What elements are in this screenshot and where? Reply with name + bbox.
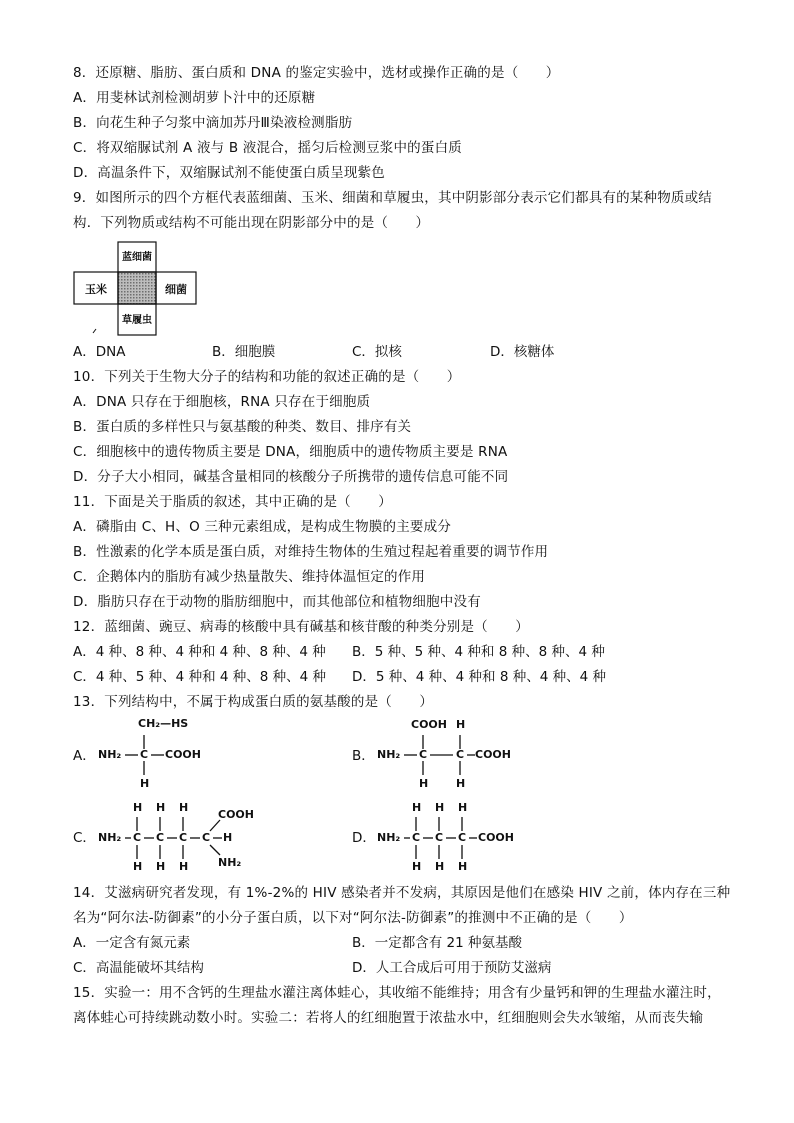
c-h-bot-2: H: [156, 860, 166, 873]
b-h-top: H: [456, 718, 466, 731]
c-h-top-1: H: [133, 801, 143, 814]
diagram-label-top: 蓝细菌: [122, 252, 152, 263]
q8-option-a: A．用斐林试剂检测胡萝卜汁中的还原糖: [73, 90, 316, 106]
c-h-bot-3: H: [179, 860, 189, 873]
q13-structure-d: [377, 803, 537, 873]
b-h-2: H: [456, 777, 466, 790]
q9-stem-line1: 9．如图所示的四个方框代表蓝细菌、玉米、细菌和草履虫，其中阴影部分表示它们都具有的某种物质或结: [73, 190, 712, 206]
q11-stem: 11．下面是关于脂质的叙述，其中正确的是（ ）: [73, 494, 392, 510]
q11-option-c: C．企鹅体内的脂肪有减少热量散失、维持体温恒定的作用: [73, 569, 426, 585]
b-carbon-1: C: [419, 748, 428, 761]
b-carbon-2: C: [456, 748, 465, 761]
b-cooh-top: COOH: [411, 718, 447, 731]
d-carbon-2: C: [435, 831, 444, 844]
q12-option-d: D．5 种、4 种、4 种和 8 种、4 种、4 种: [352, 669, 606, 685]
d-h-top-1: H: [412, 801, 422, 814]
q15-line2: 离体蛙心可持续跳动数小时。实验二：若将人的红细胞置于浓盐水中，红细胞则会失水皱缩，从而丧失输: [73, 1010, 704, 1026]
d-h-bot-3: H: [458, 860, 468, 873]
diagram-label-left: 玉米: [85, 283, 107, 296]
q9-cross-diagram: [73, 240, 198, 337]
q13-option-b-label: B．: [352, 748, 375, 764]
q12-stem: 12．蓝细菌、豌豆、病毒的核酸中具有碱基和核苷酸的种类分别是（ ）: [73, 619, 529, 635]
q9-option-b: B．细胞膜: [212, 344, 276, 360]
d-cooh: COOH: [478, 831, 514, 844]
b-h-1: H: [419, 777, 429, 790]
a-carbon: C: [140, 748, 149, 761]
diagram-label-right: 细菌: [165, 283, 187, 296]
q10-option-d: D．分子大小相同，碱基含量相同的核酸分子所携带的遗传信息可能不同: [73, 469, 509, 485]
diagram-label-bottom: 草履虫: [122, 315, 152, 326]
a-ch2hs: CH₂—HS: [138, 717, 189, 730]
q14-option-c: C．高温能破坏其结构: [73, 960, 204, 976]
d-h-bot-2: H: [435, 860, 445, 873]
q13-option-d-label: D．: [352, 830, 376, 846]
q15-line1: 15．实验一：用不含钙的生理盐水灌注离体蛙心，其收缩不能维持；用含有少量钙和钾的生理盐水灌注时，: [73, 985, 721, 1001]
d-carbon-3: C: [458, 831, 467, 844]
q13-structure-b: [377, 718, 527, 793]
c-carbon-4: C: [202, 831, 211, 844]
q10-option-a: A．DNA 只存在于细胞核，RNA 只存在于细胞质: [73, 394, 371, 410]
q11-option-b: B．性激素的化学本质是蛋白质，对维持生物体的生殖过程起着重要的调节作用: [73, 544, 549, 560]
q14-stem-line2: 名为“阿尔法-防御素”的小分子蛋白质，以下对“阿尔法-防御素”的推测中不正确的是（ ）: [73, 910, 633, 926]
c-carbon-1: C: [133, 831, 142, 844]
a-nh2: NH₂: [98, 748, 122, 761]
q8-option-b: B．向花生种子匀浆中滴加苏丹Ⅲ染液检测脂肪: [73, 115, 353, 131]
c-h-right: H: [223, 831, 233, 844]
c-nh2: NH₂: [98, 831, 122, 844]
c-h-top-2: H: [156, 801, 166, 814]
q12-option-c: C．4 种、5 种、4 种和 4 种、8 种、4 种: [73, 669, 326, 685]
q11-option-d: D．脂肪只存在于动物的脂肪细胞中，而其他部位和植物细胞中没有: [73, 594, 481, 610]
q11-option-a: A．磷脂由 C、H、O 三种元素组成，是构成生物膜的主要成分: [73, 519, 452, 535]
q9-option-a: A．DNA: [73, 344, 126, 360]
q13-option-c-label: C．: [73, 830, 96, 846]
q8-stem: 8．还原糖、脂肪、蛋白质和 DNA 的鉴定实验中，选材或操作正确的是（ ）: [73, 65, 560, 81]
c-h-top-3: H: [179, 801, 189, 814]
q14-option-d: D．人工合成后可用于预防艾滋病: [352, 960, 552, 976]
d-nh2: NH₂: [377, 831, 401, 844]
q12-option-b: B．5 种、5 种、4 种和 8 种、8 种、4 种: [352, 644, 605, 660]
c-nh2-branch: NH₂: [218, 856, 242, 869]
q13-structure-a: [98, 715, 208, 795]
shaded-intersection: [118, 272, 156, 304]
q14-stem-line1: 14．艾滋病研究者发现，有 1%-2%的 HIV 感染者并不发病，其原因是他们在感染 HIV 之前，体内存在三种: [73, 885, 731, 901]
q14-option-a: A．一定含有氮元素: [73, 935, 191, 951]
q9-stem-line2: 构．下列物质或结构不可能出现在阴影部分中的是（ ）: [73, 215, 430, 231]
c-h-bot-1: H: [133, 860, 143, 873]
c-carbon-2: C: [156, 831, 165, 844]
c-cooh: COOH: [218, 808, 254, 821]
q14-option-b: B．一定都含有 21 种氨基酸: [352, 935, 523, 951]
q8-option-d: D．高温条件下，双缩脲试剂不能使蛋白质呈现紫色: [73, 165, 385, 181]
q13-stem: 13．下列结构中，不属于构成蛋白质的氨基酸的是（ ）: [73, 694, 434, 710]
d-h-top-3: H: [458, 801, 468, 814]
b-cooh: COOH: [475, 748, 511, 761]
q8-option-c: C．将双缩脲试剂 A 液与 B 液混合，摇匀后检测豆浆中的蛋白质: [73, 140, 462, 156]
q10-option-c: C．细胞核中的遗传物质主要是 DNA，细胞质中的遗传物质主要是 RNA: [73, 444, 508, 460]
b-nh2: NH₂: [377, 748, 401, 761]
q10-stem: 10．下列关于生物大分子的结构和功能的叙述正确的是（ ）: [73, 369, 461, 385]
q10-option-b: B．蛋白质的多样性只与氨基酸的种类、数目、排序有关: [73, 419, 412, 435]
a-h: H: [140, 777, 150, 790]
q12-option-a: A．4 种、8 种、4 种和 4 种、8 种、4 种: [73, 644, 326, 660]
d-h-bot-1: H: [412, 860, 422, 873]
q13-structure-c: [98, 803, 273, 873]
q13-option-a-label: A．: [73, 748, 96, 764]
q9-option-c: C．拟核: [352, 344, 402, 360]
d-h-top-2: H: [435, 801, 445, 814]
a-cooh: COOH: [165, 748, 201, 761]
c-carbon-3: C: [179, 831, 188, 844]
d-carbon-1: C: [412, 831, 421, 844]
q9-option-d: D．核糖体: [490, 344, 555, 360]
